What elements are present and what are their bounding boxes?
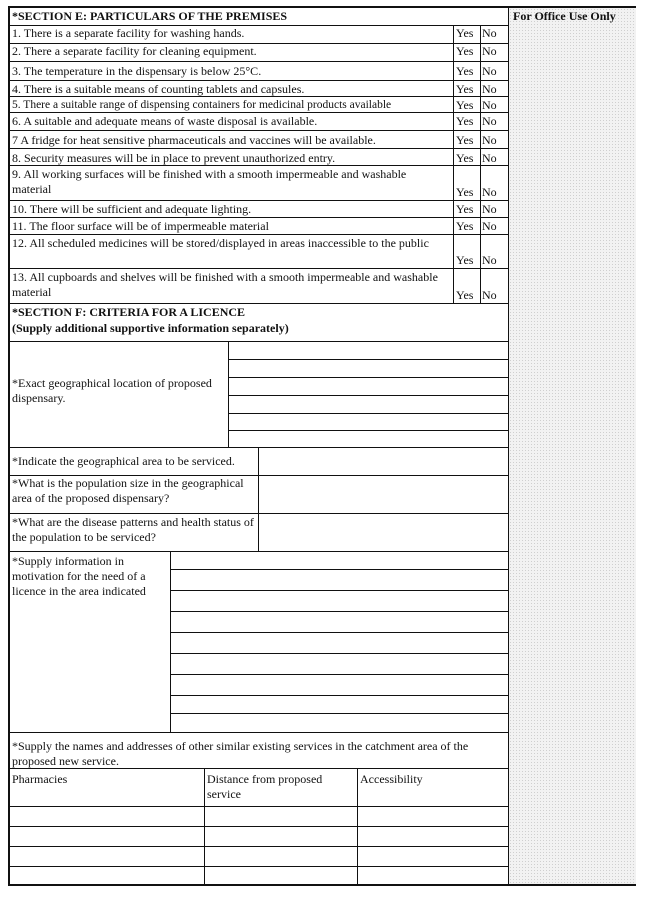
premises-item-7: 7 A fridge for heat sensitive pharmaceuticals and vaccines will be available.: [12, 133, 376, 147]
item-4-yes-option[interactable]: Yes: [456, 82, 474, 96]
rule-line: [170, 611, 508, 612]
area-answer-field[interactable]: [258, 447, 508, 475]
item-5-yes-option[interactable]: Yes: [456, 98, 474, 112]
rule-line: [10, 61, 508, 62]
item-6-no-option[interactable]: No: [482, 114, 497, 128]
rule-line: [170, 569, 508, 570]
section-f-subtitle: (Supply additional supportive information separately): [12, 321, 289, 335]
pharmacies-header: Pharmacies: [12, 772, 68, 786]
rule-line: [10, 846, 508, 847]
distance-header: Distance from proposed service: [207, 772, 323, 801]
office-use-header: For Office Use Only: [513, 9, 616, 23]
licence-form: [8, 6, 636, 886]
item-12-yes-option[interactable]: Yes: [456, 253, 474, 267]
rule-line: [228, 341, 229, 447]
rule-line: [228, 430, 508, 431]
item-3-no-option[interactable]: No: [482, 64, 497, 78]
item-9-yes-option[interactable]: Yes: [456, 185, 474, 199]
motivation-answer-field[interactable]: [170, 551, 508, 732]
rule-line: [170, 674, 508, 675]
rule-line: [228, 413, 508, 414]
item-2-no-option[interactable]: No: [482, 44, 497, 58]
item-7-yes-option[interactable]: Yes: [456, 133, 474, 147]
rule-line: [10, 551, 508, 552]
accessibility-header: Accessibility: [360, 772, 423, 786]
population-label: *What is the population size in the geographical area of the proposed dispensary?: [12, 476, 244, 505]
premises-item-12: 12. All scheduled medicines will be stored/displayed in areas inaccessible to the public: [12, 236, 429, 250]
item-10-no-option[interactable]: No: [482, 202, 497, 216]
rule-line: [10, 732, 508, 733]
premises-item-3: 3. The temperature in the dispensary is below 25°C.: [12, 64, 262, 78]
rule-line: [508, 8, 509, 884]
premises-item-11: 11. The floor surface will be of impermeable material: [12, 219, 269, 233]
section-e-title: *SECTION E: PARTICULARS OF THE PREMISES: [12, 9, 288, 23]
rule-line: [170, 653, 508, 654]
item-1-yes-option[interactable]: Yes: [456, 26, 474, 40]
premises-item-5: 5. There a suitable range of dispensing containers for medicinal products available: [12, 99, 392, 111]
item-13-yes-option[interactable]: Yes: [456, 288, 474, 302]
area-label: *Indicate the geographical area to be serviced.: [12, 454, 235, 468]
premises-item-2: 2. There a separate facility for cleaning equipment.: [12, 44, 257, 58]
rule-line: [10, 234, 508, 235]
rule-line: [480, 25, 481, 303]
disease-label: *What are the disease patterns and health status of the population to be serviced?: [12, 515, 254, 544]
item-6-yes-option[interactable]: Yes: [456, 114, 474, 128]
item-11-no-option[interactable]: No: [482, 219, 497, 233]
item-9-no-option[interactable]: No: [482, 185, 497, 199]
rule-line: [10, 806, 508, 807]
rule-line: [10, 96, 508, 97]
similar-services-label: *Supply the names and addresses of other similar existing services in the catchment area of the proposed new service.: [12, 739, 469, 768]
item-10-yes-option[interactable]: Yes: [456, 202, 474, 216]
rule-line: [228, 395, 508, 396]
premises-item-9: 9. All working surfaces will be finished with a smooth impermeable and washable material: [12, 167, 407, 196]
premises-item-6: 6. A suitable and adequate means of waste disposal is available.: [12, 114, 318, 128]
rule-line: [10, 268, 508, 269]
item-12-no-option[interactable]: No: [482, 253, 497, 267]
item-1-no-option[interactable]: No: [482, 26, 497, 40]
premises-item-10: 10. There will be sufficient and adequate lighting.: [12, 202, 252, 216]
rule-line: [10, 475, 508, 476]
item-13-no-option[interactable]: No: [482, 288, 497, 302]
rule-line: [453, 25, 454, 303]
rule-line: [10, 165, 508, 166]
section-f-title: *SECTION F: CRITERIA FOR A LICENCE: [12, 305, 246, 319]
item-5-no-option[interactable]: No: [482, 98, 497, 112]
rule-line: [10, 341, 508, 342]
item-7-no-option[interactable]: No: [482, 133, 497, 147]
rule-line: [10, 217, 508, 218]
population-answer-field[interactable]: [258, 475, 508, 513]
item-8-yes-option[interactable]: Yes: [456, 151, 474, 165]
rule-line: [170, 632, 508, 633]
item-3-yes-option[interactable]: Yes: [456, 64, 474, 78]
rule-line: [170, 590, 508, 591]
premises-item-4: 4. There is a suitable means of counting tablets and capsules.: [12, 82, 305, 96]
item-2-yes-option[interactable]: Yes: [456, 44, 474, 58]
rule-line: [10, 866, 508, 867]
rule-line: [10, 447, 508, 448]
motivation-label: *Supply information in motivation for the need of a licence in the area indicated: [12, 554, 146, 598]
rule-line: [170, 551, 171, 732]
rule-line: [10, 513, 508, 514]
premises-item-13: 13. All cupboards and shelves will be finished with a smooth impermeable and washable material: [12, 270, 438, 299]
similar-services-table-body[interactable]: [10, 806, 508, 884]
rule-line: [258, 447, 259, 551]
rule-line: [10, 80, 508, 81]
office-use-column: [509, 8, 636, 884]
rule-line: [170, 695, 508, 696]
rule-line: [10, 43, 508, 44]
rule-line: [10, 112, 508, 113]
premises-item-1: 1. There is a separate facility for washing hands.: [12, 26, 245, 40]
rule-line: [10, 25, 508, 26]
rule-line: [228, 359, 508, 360]
item-4-no-option[interactable]: No: [482, 82, 497, 96]
rule-line: [10, 826, 508, 827]
disease-answer-field[interactable]: [258, 513, 508, 551]
rule-line: [10, 130, 508, 131]
location-label: *Exact geographical location of proposed dispensary.: [12, 376, 212, 405]
rule-line: [10, 200, 508, 201]
premises-item-8: 8. Security measures will be in place to prevent unauthorized entry.: [12, 151, 336, 165]
rule-line: [228, 377, 508, 378]
item-11-yes-option[interactable]: Yes: [456, 219, 474, 233]
rule-line: [10, 768, 508, 769]
rule-line: [10, 148, 508, 149]
rule-line: [170, 713, 508, 714]
rule-line: [10, 303, 508, 304]
item-8-no-option[interactable]: No: [482, 151, 497, 165]
